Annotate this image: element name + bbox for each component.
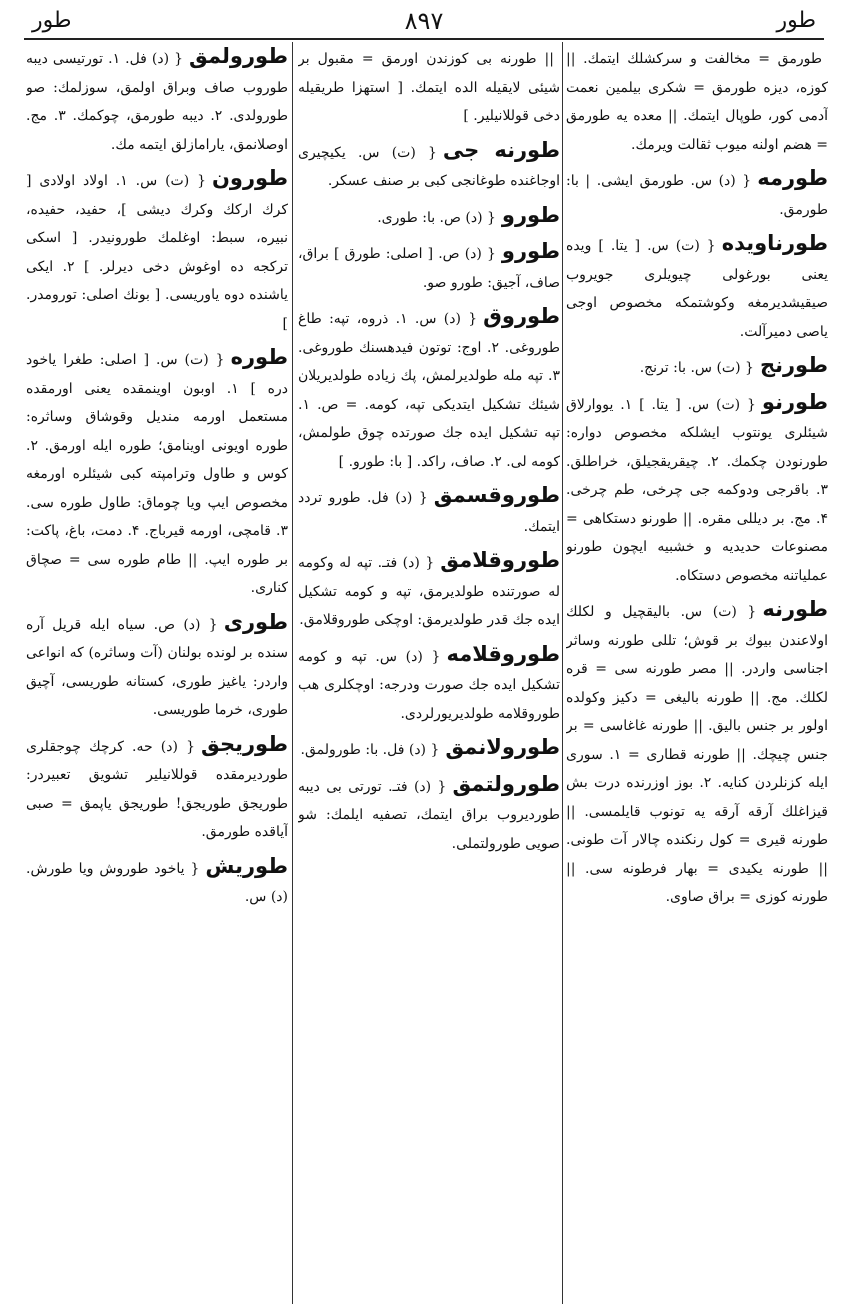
entry-definition: { (ت) س. یکیچیری اوجاغنده طوغانجی کبی بر صنف عسکر. <box>298 144 560 189</box>
dictionary-entry <box>298 201 560 233</box>
entry-headword: طورناویده <box>721 231 828 255</box>
entry-definition: { (ت) س. [ اصلی: طغرا یاخود دره ] ۱. اوبون اوینمقده یعنی اورمقده مستعمل اورمه مندیل وقوشاق وساثره: طوره اویونی اوینامق؛ طوره ایله اورمق. ۲. کوس و طاول وترامپته کبی شیئلره اورمغه مخصوص ایپ ویا چوماق: طاول طوره سی. ۳. قامچی، اورمه قیرباج. ۴. دمت، باغ، پاکت: بر طوره ایپ. || طام طوره سی = صچاق کناری. <box>26 352 288 596</box>
dictionary-entry <box>566 595 828 912</box>
dictionary-entry <box>26 343 288 603</box>
entry-definition: { (د) س. ۱. ذروه، تپه: طاغ طوروغی. ۲. اوج: توتون فیدهسنك طوروغی. ۳. تپه مله طولدیرلمش، پك زیاده طولدیریلان شیئك تشکیل ایتدیکی تپه، کومه. = ص. ۱. تپه تشکیل ایده جك صورتده چوق طولمش، کومه لی. ۲. صاف، راکد. [ با: طورو. ] <box>298 311 560 470</box>
entry-headword: طوروقسمق <box>433 483 560 507</box>
entry-headword: طورو <box>501 202 560 227</box>
entry-definition: { (د) فتـ. تپه له وکومه له صورتنده طولدیرمق، تپه و کومه تشکیل ایده جك قدر طولدیرمق: اوچکی طوروقلامق. <box>298 555 560 628</box>
entry-definition: { (ت) س. با: ترنج. <box>639 360 754 376</box>
dictionary-entry <box>298 481 560 541</box>
dictionary-entry <box>26 164 288 338</box>
dictionary-entry <box>566 388 828 591</box>
entry-definition: { (ت) س. [ یتا. ] ویده یعنی بورغولی چیویلری جویروب صیقیشدیرمغه وکوشتمکه مخصوص اوجی یاصی دمیرآلت. <box>566 238 828 340</box>
entry-headword: طوروقلامه <box>446 641 560 666</box>
entry-definition: || طورنه بی کوزندن اورمق = مقبول بر شیئی لایقیله الده ایتمك. [ استهزا طریقیله دخی قوللانیلیر. ] <box>298 51 560 124</box>
entry-headword: طورمه <box>757 166 828 190</box>
entry-headword: طورولمق <box>189 44 288 68</box>
entry-definition: طورمق = مخالفت و سرکشلك ایتمك. || کوزه، دیزه طورمق = شکری بیلمین نعمت آدمی کور، طوپال ایتمك. || معده یه طورمق = هضم اولنه میوب ثقالت ویرمك. <box>566 51 828 153</box>
entry-headword: طورنه <box>762 597 828 621</box>
dictionary-entry <box>298 733 560 765</box>
entry-definition: { (ت) س. ۱. اولاد اولادی [ کرك اركك وکرك دیشی ]، حفید، حفیده، نبیره، سبط: اوغلمك طورونیدر. [ اسکی ترکجه ده اوغوش دخی دیرلر. ] ۲. ایکی یاشنده دوه یاوریسی. [ بونك اصلی: تورومدر. ] <box>26 173 288 332</box>
page-header <box>24 4 824 38</box>
dictionary-entry <box>298 42 560 131</box>
entry-definition: { (ت) س. [ یتا. ] ۱. یووارلاق شیئلری یونتوب ایشلکه مخصوص دواره: طورنودن چکمك. ۲. چیقریقجیلق، خراطلق. ۳. باقرجی ودوکمه جی چرخی، طم چرخی. ۴. مج. بر دیللی مقره. || طورنو دستکاهی = مصنوعات حدیدیه و خشبیه ایچون طورنو عملیاتنه مخصوص دستکاه. <box>566 396 828 584</box>
running-head-left: طور <box>32 8 72 33</box>
column-divider <box>562 42 563 1304</box>
dictionary-columns <box>22 42 828 1304</box>
dictionary-entry <box>298 136 560 196</box>
dictionary-entry <box>298 546 560 635</box>
entry-definition: { یاخود طوروش ویا طورش. (د) س. <box>26 860 288 905</box>
dictionary-entry <box>298 237 560 297</box>
entry-headword: طوری <box>223 609 288 634</box>
dictionary-entry <box>26 730 288 847</box>
dictionary-entry <box>26 852 288 912</box>
dictionary-entry <box>566 351 828 383</box>
entry-headword: طورنه جی <box>442 137 560 162</box>
dictionary-entry <box>298 302 560 476</box>
column-middle <box>298 42 560 1304</box>
entry-headword: طوریجق <box>201 731 288 756</box>
entry-definition: { (د) ص. با: طوری. <box>377 209 496 226</box>
dictionary-entry <box>566 229 828 346</box>
running-head-right: طور <box>776 8 816 33</box>
entry-definition: { (د) ص. سیاه ایله قریل آره سنده بر لونده بولنان (آت وساثره) که انواعی واردر: یاغیز طوری، کستانه طوریسی، آچیق طوری، خرما طوریسی. <box>26 616 288 718</box>
entry-headword <box>554 44 560 68</box>
dictionary-entry <box>26 608 288 725</box>
entry-definition: { (د) س. طورمق ایشی. | با: طورمق. <box>566 173 828 218</box>
dictionary-entry <box>566 164 828 224</box>
entry-headword: طورولانمق <box>445 735 560 759</box>
entry-definition: { (د) س. تپه و کومه تشکیل ایده جك صورت ودرجه: اوچکلری هب طوروقلامه طولدیریورلردی. <box>298 648 560 722</box>
entry-headword: طورنج <box>759 353 828 377</box>
header-rule <box>24 38 824 40</box>
entry-headword: طوروق <box>483 304 560 328</box>
entry-headword: طورو <box>501 239 560 263</box>
entry-headword: طورولتمق <box>452 771 560 796</box>
column-divider <box>292 42 293 1304</box>
entry-definition: { (د) ص. [ اصلی: طورق ] براق، صاف، آجیق: طورو صو. <box>298 246 560 291</box>
dictionary-entry <box>298 770 560 859</box>
entry-headword <box>822 44 828 68</box>
entry-headword: طوره <box>230 345 288 369</box>
entry-definition: { (د) فتـ. تورتی بی دیبه طوردیروب براق ایتمك، تصفیه ایلمك: شو صویی طورولتملی. <box>298 778 560 852</box>
page-number: ۸۹۷ <box>404 7 444 35</box>
column-left <box>26 42 288 1304</box>
entry-definition: { (د) فل. با: طورولمق. <box>300 742 440 758</box>
column-right <box>566 42 828 1304</box>
entry-headword: طوریش <box>205 853 288 878</box>
dictionary-entry <box>26 42 288 159</box>
entry-headword: طورون <box>211 166 288 190</box>
entry-headword: طوروقلامق <box>440 548 560 572</box>
entry-definition: { (د) فل. طورو تردد ایتمك. <box>298 490 560 535</box>
entry-definition: { (د) حه. کرچك چوجقلری طوردیرمقده قوللانیلیر تشویق تعبیردر: طوریجق طوریجق! طوریجق یاپمق = صبی آیاقده طورمق. <box>26 738 288 840</box>
dictionary-entry <box>566 42 828 159</box>
entry-definition: { (ت) س. بالیقچیل و لکلك اولاعندن بیوك بر قوش؛ تللی طورنه وساثر اجناسی واردر. || مصر طورنه سی = قره لکلك. مج. || طورنه بالیغی = دکیز وکولده اولور بر جنس بالیق. || طورنه غاغاسی = بر جنس چیچك. || طورنه قطاری = ۱. سوری ایله کزنلردن کنایه. ۲. بوز اوزرنده درت بش قیزاغلك آرقه آرقه یه تونوب قایلمسی. || طورنه قیری = کول رنکنده چالار آت طونی. || طورنه یکیدی = بهار فرطونه سی. || طورنه کوزی = براق صاوی. <box>566 604 828 905</box>
entry-headword: طورنو <box>761 389 828 414</box>
entry-definition: { (د) فل. ۱. تورتیسی دیبه طوروب صاف وبراق اولمق، سوزلمك: صو طورولدی. ۲. دیبه طورمق، چوکمك. ۳. مج. اوصلانمق، یارامازلق ایتمه مك. <box>26 51 288 153</box>
dictionary-entry <box>298 640 560 729</box>
